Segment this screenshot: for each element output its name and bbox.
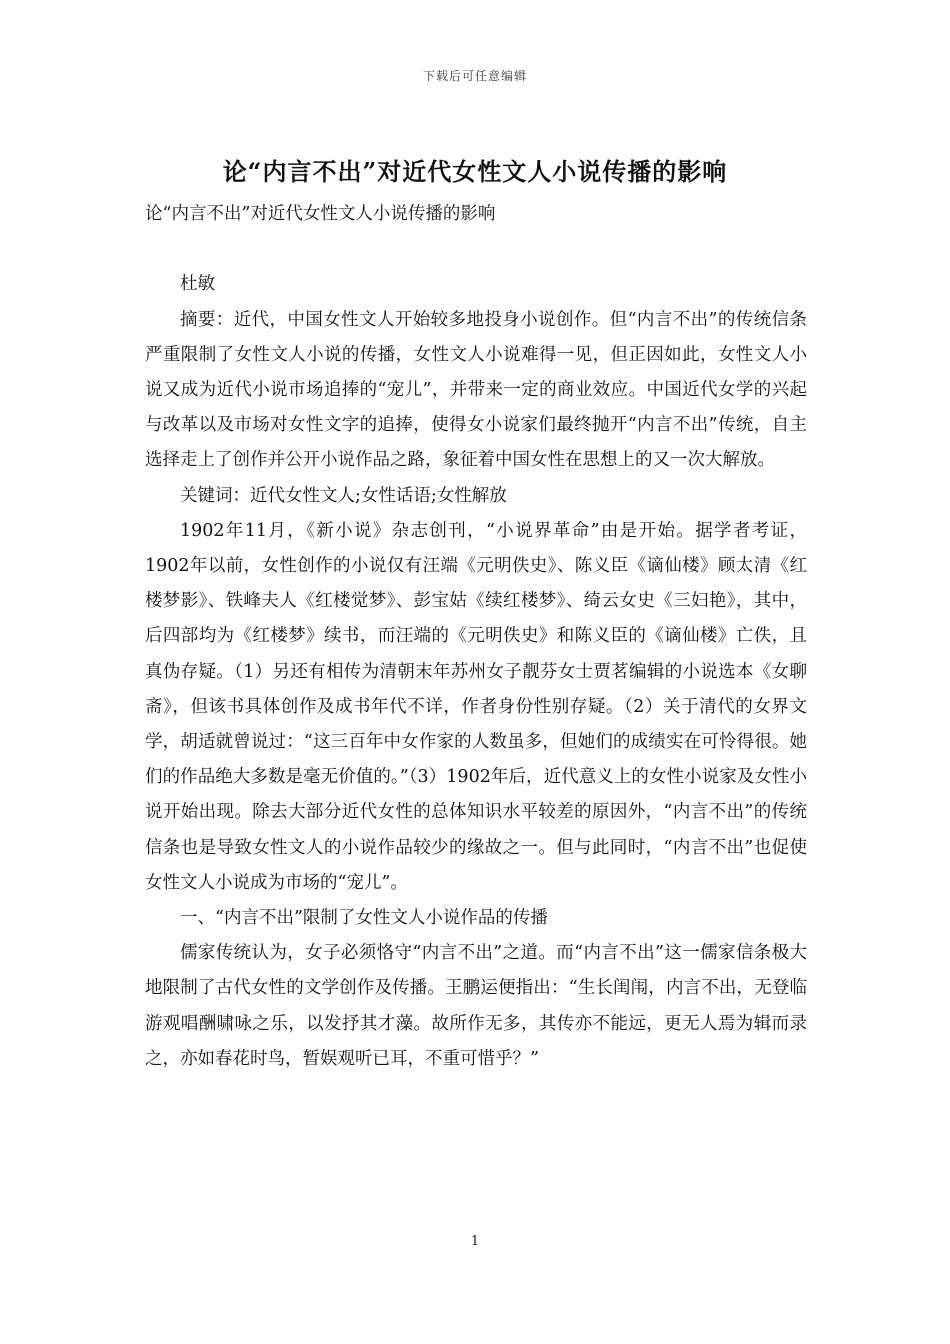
- document-subtitle: 论“内言不出”对近代女性文人小说传播的影响: [145, 204, 496, 224]
- keywords-line: 关键词：近代女性文人;女性话语;女性解放: [180, 485, 507, 506]
- section-heading: 一、“内言不出”限制了女性文人小说作品的传播: [180, 908, 548, 929]
- blank-line: [145, 232, 807, 267]
- header-note: 下载后可任意编辑: [422, 69, 527, 83]
- document-title: 论“内言不出”对近代女性文人小说传播的影响: [222, 157, 728, 186]
- page-number: 1: [470, 1234, 480, 1249]
- abstract-paragraph: 摘要：近代，中国女性文人开始较多地投身小说创作。但“内言不出”的传统信条严重限制了女性文人小说的传播，女性文人小说难得一见，但正因如此，女性文人小说又成为近代小说市场追捧的“宠儿”，并带来一定的商业效应。中国近代女学的兴起与改革以及市场对女性文字的追捧，使得女小说家们最终抛开“内言不出”传统，自主选择走上了创作并公开小说作品之路，象征着中国女性在思想上的又一次大解放。: [145, 309, 807, 471]
- author-name: 杜敏: [180, 274, 215, 295]
- body-paragraph: 1902年11月，《新小说》杂志创刊，“小说界革命”由是开始。据学者考证，1902年以前，女性创作的小说仅有汪端《元明佚史》、陈义臣《谪仙楼》顾太清《红楼梦影》、铁峰夫人《红楼觉梦》、彭宝姑《续红楼梦》、绮云女史《三妇艳》，其中，后四部均为《红楼梦》续书，而汪端的《元明佚史》和陈义臣的《谪仙楼》亡佚，且真伪存疑。（1）另还有相传为清朝末年苏州女子靓芬女士贾茗编辑的小说选本《女聊斋》，但该书具体创作及成书年代不详，作者身份性别存疑。（2）关于清代的女界文学，胡适就曾说过：“这三百年中女作家的人数虽多，但她们的成绩实在可怜得很。她们的作品绝大多数是毫无价值的。”（3）1902年后，近代意义上的女性小说家及女性小说开始出现。除去大部分近代女性的总体知识水平较差的原因外，“内言不出”的传统信条也是导致女性文人的小说作品较少的缘故之一。但与此同时，“内言不出”也促使女性文人小说成为市场的“宠儿”。: [145, 520, 807, 893]
- body-paragraph: 儒家传统认为，女子必须恪守“内言不出”之道。而“内言不出”这一儒家信条极大地限制了古代女性的文学创作及传播。王鹏运便指出：“生长闺闱，内言不出，无登临游观唱酬啸咏之乐，以发抒其才藻。故所作无多，其传亦不能远，更无人焉为辑而录之，亦如春花时鸟，暂娱观听已耳，不重可惜乎？”: [145, 943, 807, 1069]
- document-body: [145, 197, 807, 1077]
